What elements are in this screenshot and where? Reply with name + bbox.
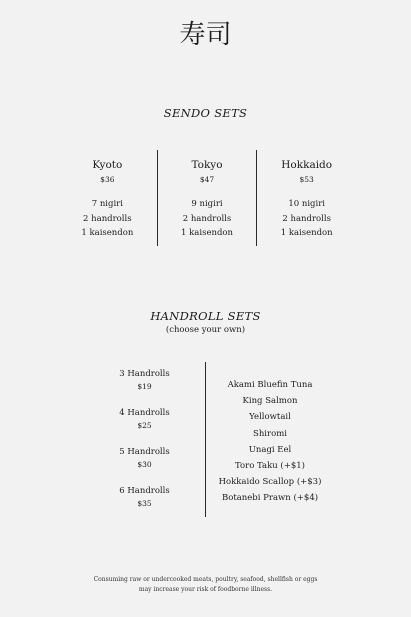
set-item: 1 kaisendon <box>181 228 233 238</box>
fish-item: King Salmon <box>242 396 298 407</box>
sendo-sets-title: SENDO SETS <box>163 106 248 120</box>
food-safety-disclaimer <box>0 575 411 594</box>
handroll-option-price: $25 <box>137 421 152 430</box>
set-item: 1 kaisendon <box>81 228 134 238</box>
disclaimer-line: may increase your risk of foodborne illness. <box>138 585 273 593</box>
handroll-option-label: 3 Handrolls <box>119 369 170 379</box>
set-name: Hokkaido <box>281 159 333 171</box>
sushi-logo: 寿司 <box>179 20 232 50</box>
fish-item: Shiromi <box>253 428 287 439</box>
set-kyoto <box>58 150 157 246</box>
fish-item: Yellowtail <box>249 412 291 423</box>
set-price: $47 <box>199 175 215 184</box>
handroll-sets-table <box>84 362 334 517</box>
set-price: $53 <box>299 175 314 184</box>
handroll-options <box>84 362 206 517</box>
fish-item: Botanebi Prawn (+$4) <box>221 493 319 504</box>
handroll-option-label: 6 Handrolls <box>119 486 170 496</box>
fish-item: Hokkaido Scallop (+$3) <box>218 477 322 488</box>
handroll-sets-title: HANDROLL SETS <box>150 309 261 323</box>
set-item: 9 nigiri <box>191 199 223 209</box>
set-item: 10 nigiri <box>288 199 325 209</box>
handroll-option-label: 4 Handrolls <box>119 408 170 418</box>
set-hokkaido <box>256 150 356 246</box>
handroll-sets-subtitle: (choose your own) <box>165 325 246 335</box>
set-item: 2 handrolls <box>282 213 331 224</box>
handroll-option <box>84 446 205 485</box>
set-item: 1 kaisendon <box>280 228 333 238</box>
handroll-option-price: $35 <box>137 499 152 508</box>
disclaimer-line: Consuming raw or undercooked meats, poultry, seafood, shellfish or eggs <box>93 576 318 583</box>
fish-item: Toro Taku (+$1) <box>235 461 305 472</box>
set-price: $36 <box>100 175 115 184</box>
set-items <box>158 197 257 241</box>
fish-list <box>206 362 334 517</box>
set-tokyo <box>157 150 257 246</box>
handroll-option <box>84 407 205 446</box>
set-item: 2 handrolls <box>182 213 232 224</box>
set-items <box>58 197 157 241</box>
set-item: 2 handrolls <box>83 213 132 224</box>
fish-item: Unagi Eel <box>248 444 292 455</box>
fish-item: Akami Bluefin Tuna <box>227 380 313 390</box>
handroll-option <box>84 368 205 407</box>
handroll-option-label: 5 Handrolls <box>119 447 170 457</box>
set-name: Kyoto <box>92 159 123 171</box>
set-item: 7 nigiri <box>91 199 123 209</box>
handroll-option-price: $19 <box>137 382 152 391</box>
set-name: Tokyo <box>191 159 223 171</box>
handroll-option-price: $30 <box>137 460 152 469</box>
set-items <box>257 197 356 241</box>
sendo-sets-table <box>58 150 356 246</box>
handroll-option <box>84 485 205 524</box>
